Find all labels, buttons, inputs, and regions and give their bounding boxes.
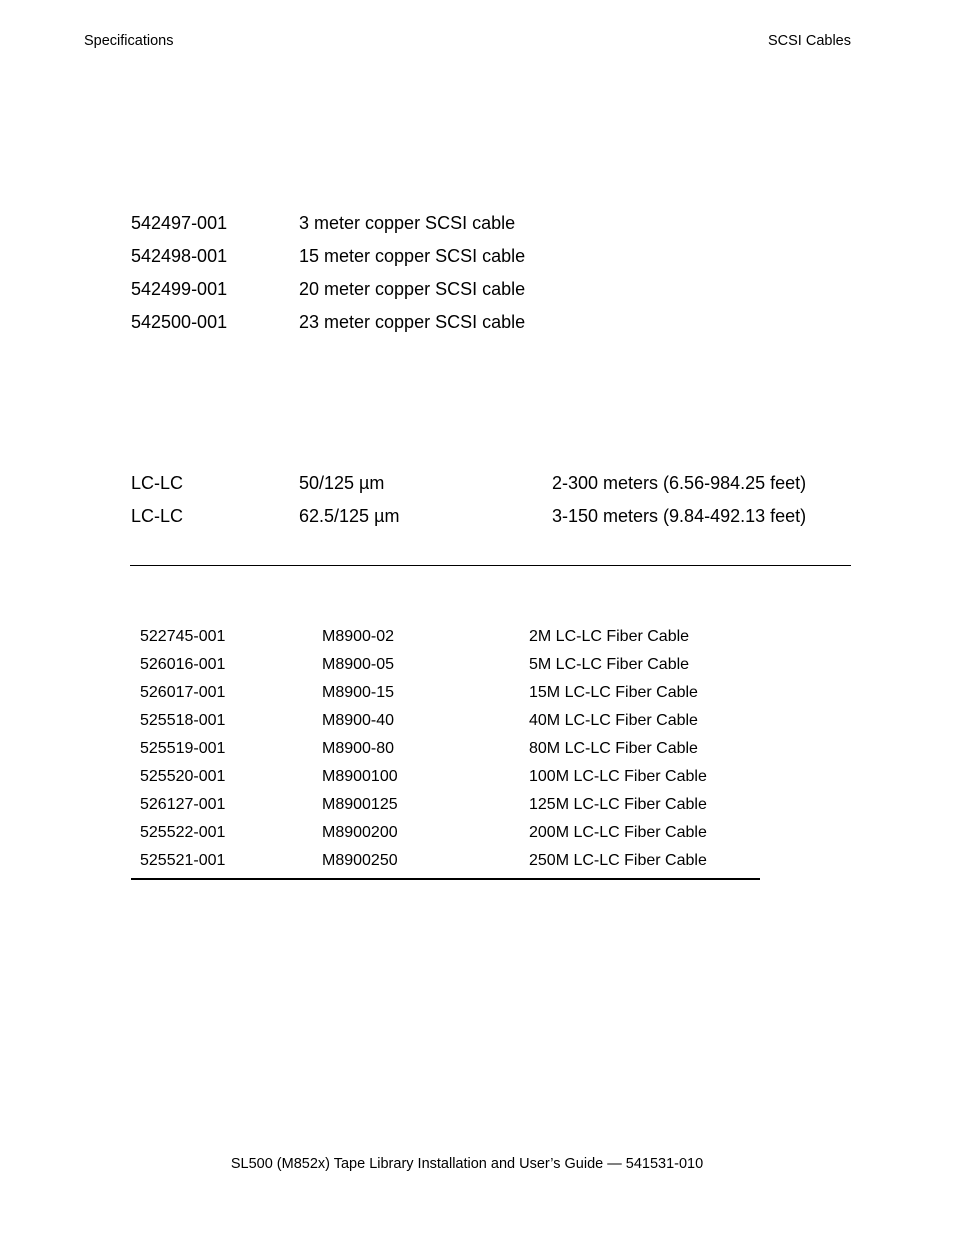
- table-row: [131, 279, 851, 312]
- table-row: [140, 684, 760, 712]
- table-row: [131, 473, 851, 506]
- table-row: [131, 246, 851, 279]
- model-number: M8900125: [322, 796, 398, 813]
- cable-description: 80M LC-LC Fiber Cable: [529, 740, 698, 757]
- cable-description: 200M LC-LC Fiber Cable: [529, 824, 707, 841]
- header-topic-title: SCSI Cables: [767, 33, 851, 49]
- part-number: 542497-001: [131, 213, 228, 233]
- table-row: [131, 213, 851, 246]
- part-number: 526017-001: [140, 684, 226, 701]
- connector-type: LC-LC: [131, 506, 184, 526]
- cable-description: 20 meter copper SCSI cable: [299, 279, 526, 299]
- table-row: [140, 740, 760, 768]
- model-number: M8900100: [322, 768, 398, 785]
- part-number: 526016-001: [140, 656, 226, 673]
- model-number: M8900-02: [322, 628, 395, 645]
- fiber-size: 62.5/125 µm: [299, 506, 400, 526]
- part-number: 542500-001: [131, 312, 228, 332]
- part-number: 542499-001: [131, 279, 228, 299]
- part-number: 525521-001: [140, 852, 226, 869]
- fiber-cable-parts-table: [140, 628, 760, 880]
- cable-description: 125M LC-LC Fiber Cable: [529, 796, 707, 813]
- cable-description: 3 meter copper SCSI cable: [299, 213, 516, 233]
- cable-description: 40M LC-LC Fiber Cable: [529, 712, 698, 729]
- model-number: M8900-40: [322, 712, 395, 729]
- table-row: [140, 656, 760, 684]
- cable-description: 2M LC-LC Fiber Cable: [529, 628, 690, 645]
- model-number: M8900-15: [322, 684, 395, 701]
- scsi-cable-table: [131, 213, 851, 345]
- table-bottom-rule: [131, 878, 760, 880]
- cable-description: 15 meter copper SCSI cable: [299, 246, 526, 266]
- table-row: [140, 768, 760, 796]
- model-number: M8900200: [322, 824, 398, 841]
- part-number: 525518-001: [140, 712, 226, 729]
- part-number: 525522-001: [140, 824, 226, 841]
- cable-description: 5M LC-LC Fiber Cable: [529, 656, 690, 673]
- part-number: 526127-001: [140, 796, 226, 813]
- table-row: [131, 506, 851, 539]
- model-number: M8900250: [322, 852, 398, 869]
- cable-description: 100M LC-LC Fiber Cable: [529, 768, 707, 785]
- table-row: [140, 628, 760, 656]
- connector-type: LC-LC: [131, 473, 184, 493]
- model-number: M8900-05: [322, 656, 395, 673]
- fiber-spec-table: [131, 473, 851, 539]
- header-section-title: Specifications: [84, 33, 174, 49]
- part-number: 525519-001: [140, 740, 226, 757]
- table-row: [140, 852, 760, 880]
- model-number: M8900-80: [322, 740, 395, 757]
- fiber-size: 50/125 µm: [299, 473, 385, 493]
- cable-description: 250M LC-LC Fiber Cable: [529, 852, 707, 869]
- table-row: [140, 824, 760, 852]
- table-row: [131, 312, 851, 345]
- table-row: [140, 712, 760, 740]
- part-number: 542498-001: [131, 246, 228, 266]
- page-footer: SL500 (M852x) Tape Library Installation and User’s Guide — 541531-010: [230, 1156, 704, 1172]
- part-number: 525520-001: [140, 768, 226, 785]
- table-row: [140, 796, 760, 824]
- cable-description: 15M LC-LC Fiber Cable: [529, 684, 698, 701]
- cable-description: 23 meter copper SCSI cable: [299, 312, 526, 332]
- part-number: 522745-001: [140, 628, 226, 645]
- distance-range: 2-300 meters (6.56-984.25 feet): [552, 473, 807, 493]
- distance-range: 3-150 meters (9.84-492.13 feet): [552, 506, 807, 526]
- section-divider: [130, 565, 851, 566]
